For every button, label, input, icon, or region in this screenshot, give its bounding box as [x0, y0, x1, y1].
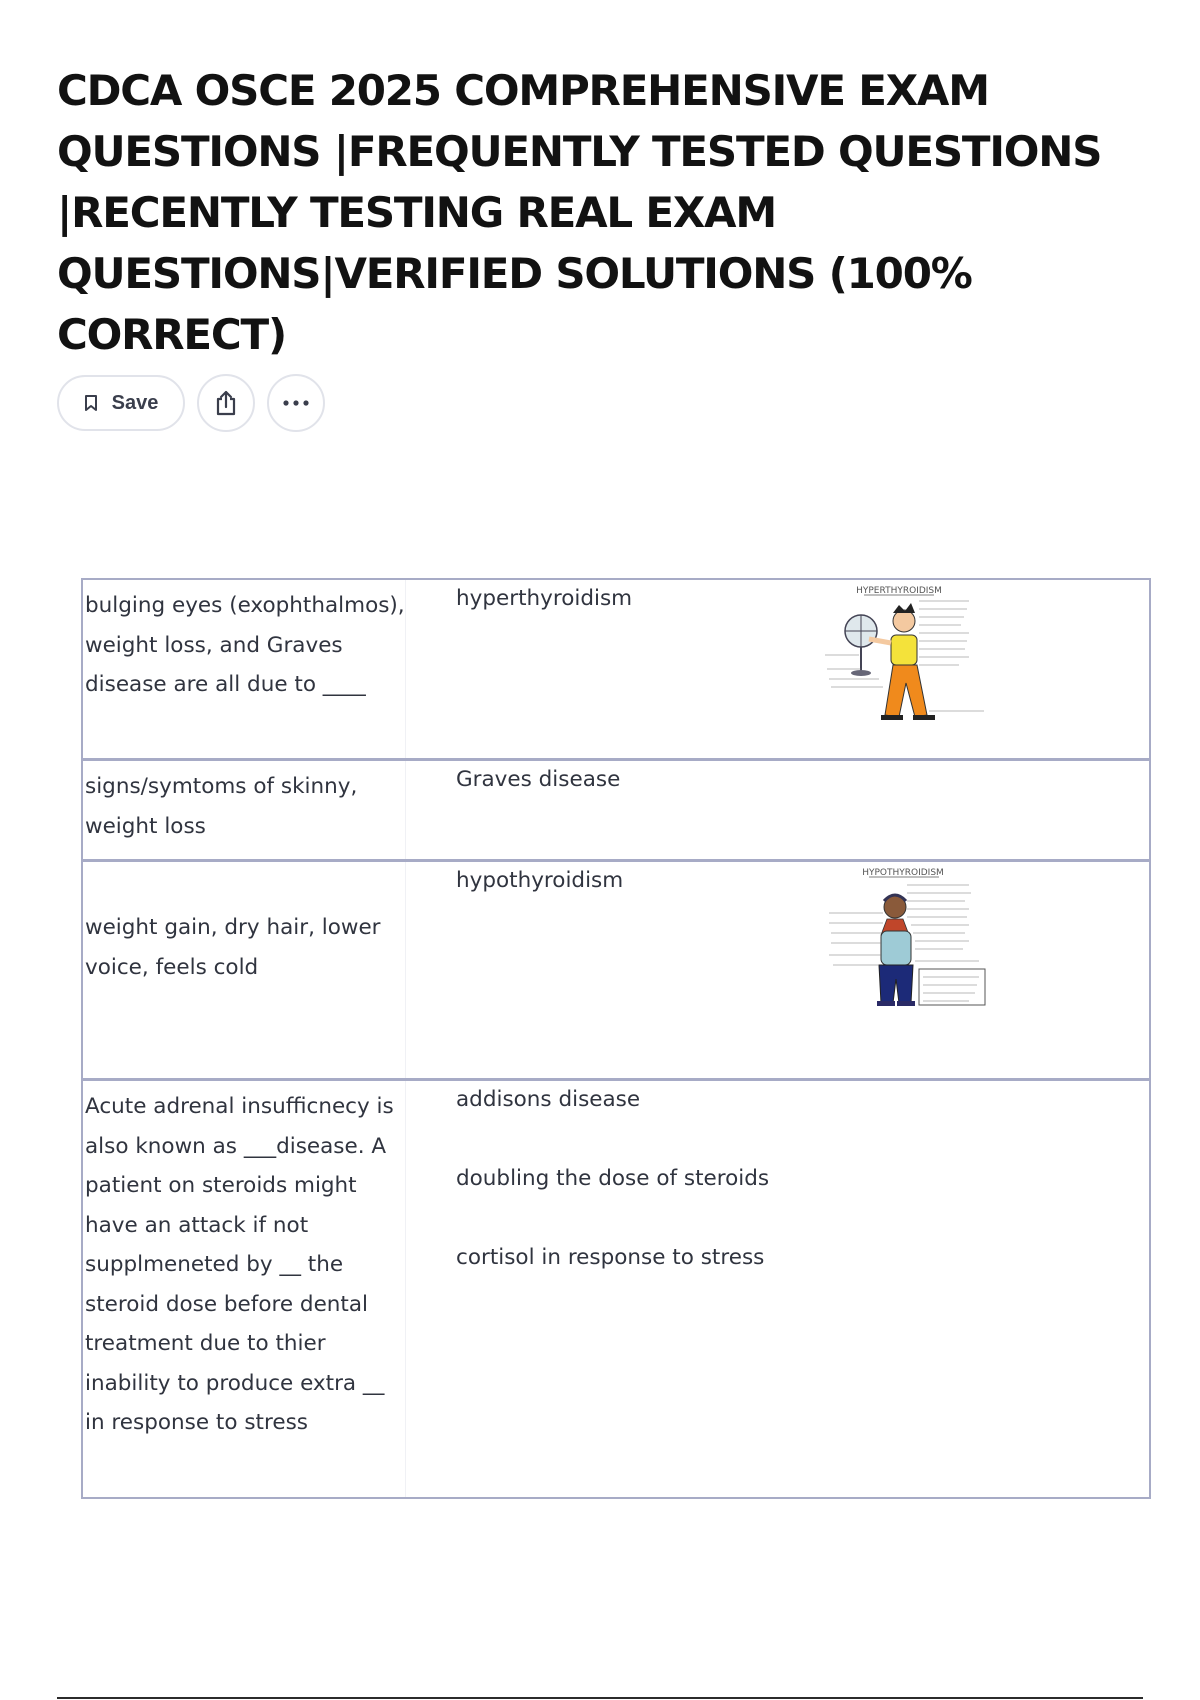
term-cell: weight gain, dry hair, lower voice, feels cold [82, 861, 406, 1080]
term-cell: signs/symtoms of skinny, weight loss [82, 760, 406, 861]
term-cell: bulging eyes (exophthalmos), weight loss, and Graves disease are all due to ____ [82, 579, 406, 760]
footer-divider [57, 1697, 1143, 1699]
definition-cell [406, 861, 820, 1080]
definition-cell [406, 1080, 820, 1499]
page-title: CDCA OSCE 2025 COMPREHENSIVE EXAM QUESTIONS |FREQUENTLY TESTED QUESTIONS |RECENTLY TESTING REAL EXAM QUESTIONS|VERIFIED SOLUTIONS (100% CORRECT) [57, 66, 1102, 359]
image-cell [819, 861, 1150, 1080]
save-button-label: Save [111, 391, 159, 414]
image-caption: HYPOTHYROIDISM [862, 868, 944, 878]
flashcard-row [82, 861, 1150, 1080]
answer-text: doubling the dose of steroids [456, 1166, 770, 1191]
flashcard-table [81, 578, 1151, 1499]
definition-cell [406, 579, 820, 760]
more-icon [282, 399, 310, 407]
flashcard-row [82, 579, 1150, 760]
answer-text: Graves disease [456, 767, 621, 792]
answer-text: cortisol in response to stress [456, 1245, 765, 1270]
answer-text: hypothyroidism [456, 868, 624, 893]
share-button[interactable] [197, 374, 255, 432]
answer-text: addisons disease [456, 1087, 641, 1112]
flashcard-row [82, 760, 1150, 861]
action-bar [57, 373, 325, 433]
flashcard-row [82, 1080, 1150, 1499]
image-caption: HYPERTHYROIDISM [856, 586, 942, 596]
share-icon [213, 389, 239, 417]
hyperthyroidism-illustration-icon [819, 583, 1149, 739]
image-cell [819, 1080, 1150, 1499]
term-cell: Acute adrenal insufficnecy is also known as ___disease. A patient on steroids might have an attack if not supplmeneted by __ the steroid dose before dental treatment due to thier inability to produce extra __ in response to stress [82, 1080, 406, 1499]
more-button[interactable] [267, 374, 325, 432]
hypothyroidism-illustration-icon [819, 865, 1149, 1021]
answer-text: hyperthyroidism [456, 586, 633, 611]
definition-cell [406, 760, 820, 861]
bookmark-icon [84, 394, 98, 412]
save-button[interactable] [57, 375, 185, 431]
image-cell [819, 760, 1150, 861]
image-cell [819, 579, 1150, 760]
